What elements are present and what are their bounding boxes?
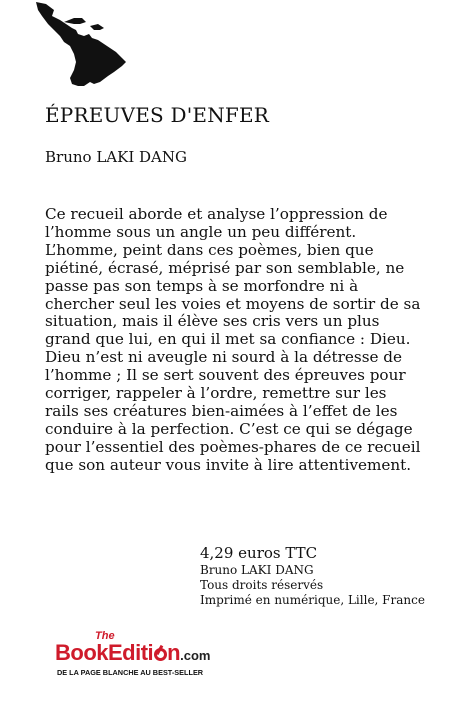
- logo-domain: .com: [180, 648, 211, 663]
- author-name: Bruno LAKI DANG: [45, 148, 187, 166]
- logo-name-part1: BookEditi: [55, 640, 154, 665]
- book-title: ÉPREUVES D'ENFER: [45, 103, 270, 127]
- back-cover-summary: Ce recueil aborde et analyse l’oppression de l’homme sous un angle un peu différent. L’homme, peint dans ces poèmes, bien que piétiné, écrasé, méprisé par son semblable, ne passe pas son temps à se morfondre ni à chercher seul les voies et moyens de sortir de sa situation, mais il élève ses cris vers un plus grand que lui, en qui il met sa confiance : Dieu. Dieu n’est ni aveugle ni sourd à la détresse de l’homme ; Il se sert souvent des épreuves pour corriger, rappeler à l’ordre, remettre sur les rails ses créatures bien-aimées à l’effet de les conduire à la perfection. C’est ce qui se dégage pour l’essentiel des poèmes-phares de ce recueil que son auteur vous invite à lire attentivement.: [45, 205, 421, 474]
- publisher-logo: [55, 630, 245, 678]
- price-label: 4,29 euros TTC: [200, 544, 318, 562]
- logo-the-text: The: [95, 630, 115, 642]
- logo-o-pen-icon: [154, 648, 167, 661]
- logo-name-part2: n: [167, 640, 181, 665]
- logo-tagline: DE LA PAGE BLANCHE AU BEST-SELLER: [57, 668, 204, 677]
- imprint-author: Bruno LAKI DANG: [200, 563, 314, 577]
- logo-wordmark: [55, 640, 210, 666]
- print-location: Imprimé en numérique, Lille, France: [200, 593, 425, 607]
- south-america-map-icon: [34, 0, 129, 90]
- imprint-block: [200, 544, 425, 608]
- rights-notice: Tous droits réservés: [200, 578, 324, 592]
